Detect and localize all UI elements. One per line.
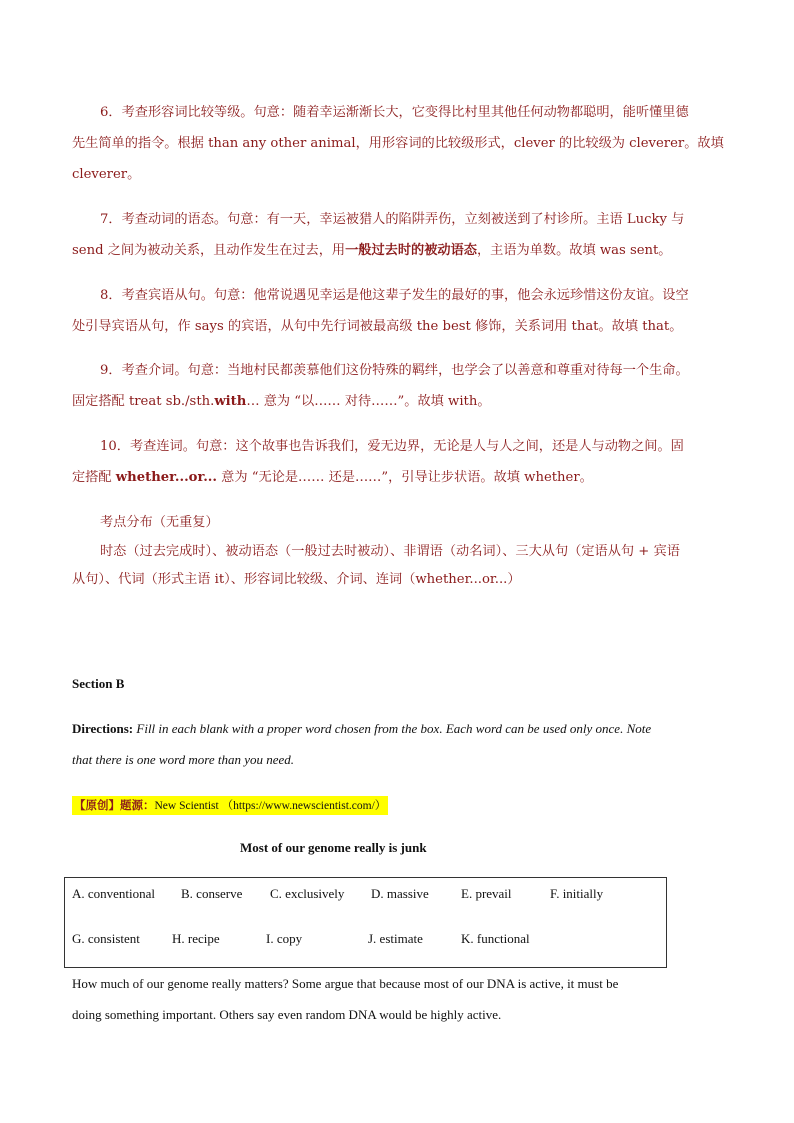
source-label: 【原创】题源：: [74, 798, 155, 812]
explanation-item-10: [72, 431, 734, 493]
source-name: New Scientist （https://www.newscientist.com/）: [154, 800, 387, 812]
summary-title: 考点分布（无重复）: [100, 515, 219, 530]
emphasis-text: whether...or...: [115, 470, 217, 485]
item-number: 8．: [100, 288, 122, 303]
directions-text: Fill in each blank with a proper word chosen from the box. Each word can be used only once. Note: [136, 721, 652, 736]
directions-label: Directions:: [72, 721, 134, 736]
option-c: C. exclusively: [270, 886, 345, 901]
directions-text: that there is one word more than you need.: [72, 752, 295, 767]
option-j: J. estimate: [368, 931, 423, 946]
word-box: [64, 877, 667, 968]
passage-line: How much of our genome really matters? Some argue that because most of our DNA is active, it must be: [72, 976, 619, 991]
passage-text: [72, 968, 724, 1030]
item-text-line: 考查连词。句意：这个故事也告诉我们，爱无边界，无论是人与人之间，还是人与动物之间。固: [129, 439, 684, 454]
item-text-segment: ，主语为单数。故填 was sent。: [476, 243, 672, 258]
item-text-line: 考查形容词比较等级。句意：随着幸运渐渐长大，它变得比村里其他任何动物都聪明，能听懂里德: [121, 105, 689, 120]
item-text-segment: 固定搭配 treat sb./sth.: [72, 394, 215, 409]
item-text-line: cleverer。: [72, 167, 141, 182]
directions: [72, 713, 732, 775]
item-text-line: 处引导宾语从句，作 says 的宾语，从句中先行词被最高级 the best 修饰，关系词用 that。故填 that。: [72, 319, 683, 334]
explanation-item-6: [72, 97, 734, 190]
item-text-line: 考查介词。句意：当地村民都羡慕他们这份特殊的羁绊，也学会了以善意和尊重对待每一个生命。: [121, 363, 689, 378]
knowledge-summary: [72, 507, 734, 594]
summary-line: 从句）、代词（形式主语 it）、形容词比较级、介词、连词（whether...or...）: [72, 572, 521, 587]
item-text-segment: 定搭配: [72, 470, 116, 485]
item-text-line: 考查动词的语态。句意：有一天，幸运被猎人的陷阱弄伤，立刻被送到了村诊所。主语 Lucky 与: [121, 212, 685, 227]
summary-line: 时态（过去完成时）、被动语态（一般过去时被动）、非谓语（动名词）、三大从句（定语从句 + 宾语: [100, 544, 680, 559]
source-highlight: [72, 796, 388, 815]
item-text-line: 考查宾语从句。句意：他常说遇见幸运是他这辈子发生的最好的事，他会永远珍惜这份友谊。设空: [121, 288, 689, 303]
emphasis-text: 一般过去时的被动语态: [345, 243, 477, 258]
option-a: A. conventional: [72, 886, 156, 901]
emphasis-text: with: [214, 394, 247, 409]
option-b: B. conserve: [181, 886, 243, 901]
option-d: D. massive: [371, 886, 429, 901]
item-number: 7．: [100, 212, 122, 227]
item-text-segment: 意为 “无论是…… 还是……”，引导让步状语。故填 whether。: [216, 470, 593, 485]
option-k: K. functional: [461, 931, 530, 946]
option-i: I. copy: [266, 931, 303, 946]
item-text-line: 先生简单的指令。根据 than any other animal，用形容词的比较级形式，clever 的比较级为 cleverer。故填: [72, 136, 724, 151]
section-heading: Section B: [72, 676, 125, 691]
option-e: E. prevail: [461, 886, 512, 901]
option-f: F. initially: [550, 886, 604, 901]
explanation-item-8: [72, 280, 734, 342]
option-g: G. consistent: [72, 931, 140, 946]
option-h: H. recipe: [172, 931, 220, 946]
item-text-segment: … 意为 “以…… 对待……”。故填 with。: [246, 394, 491, 409]
item-number: 6．: [100, 105, 122, 120]
passage-title: Most of our genome really is junk: [240, 840, 427, 855]
item-number: 9．: [100, 363, 122, 378]
item-number: 10．: [100, 439, 130, 454]
explanation-item-9: [72, 355, 734, 417]
passage-line: doing something important. Others say even random DNA would be highly active.: [72, 1007, 502, 1022]
explanation-item-7: [72, 204, 734, 266]
item-text-segment: send 之间为被动关系，且动作发生在过去，用: [72, 243, 346, 258]
